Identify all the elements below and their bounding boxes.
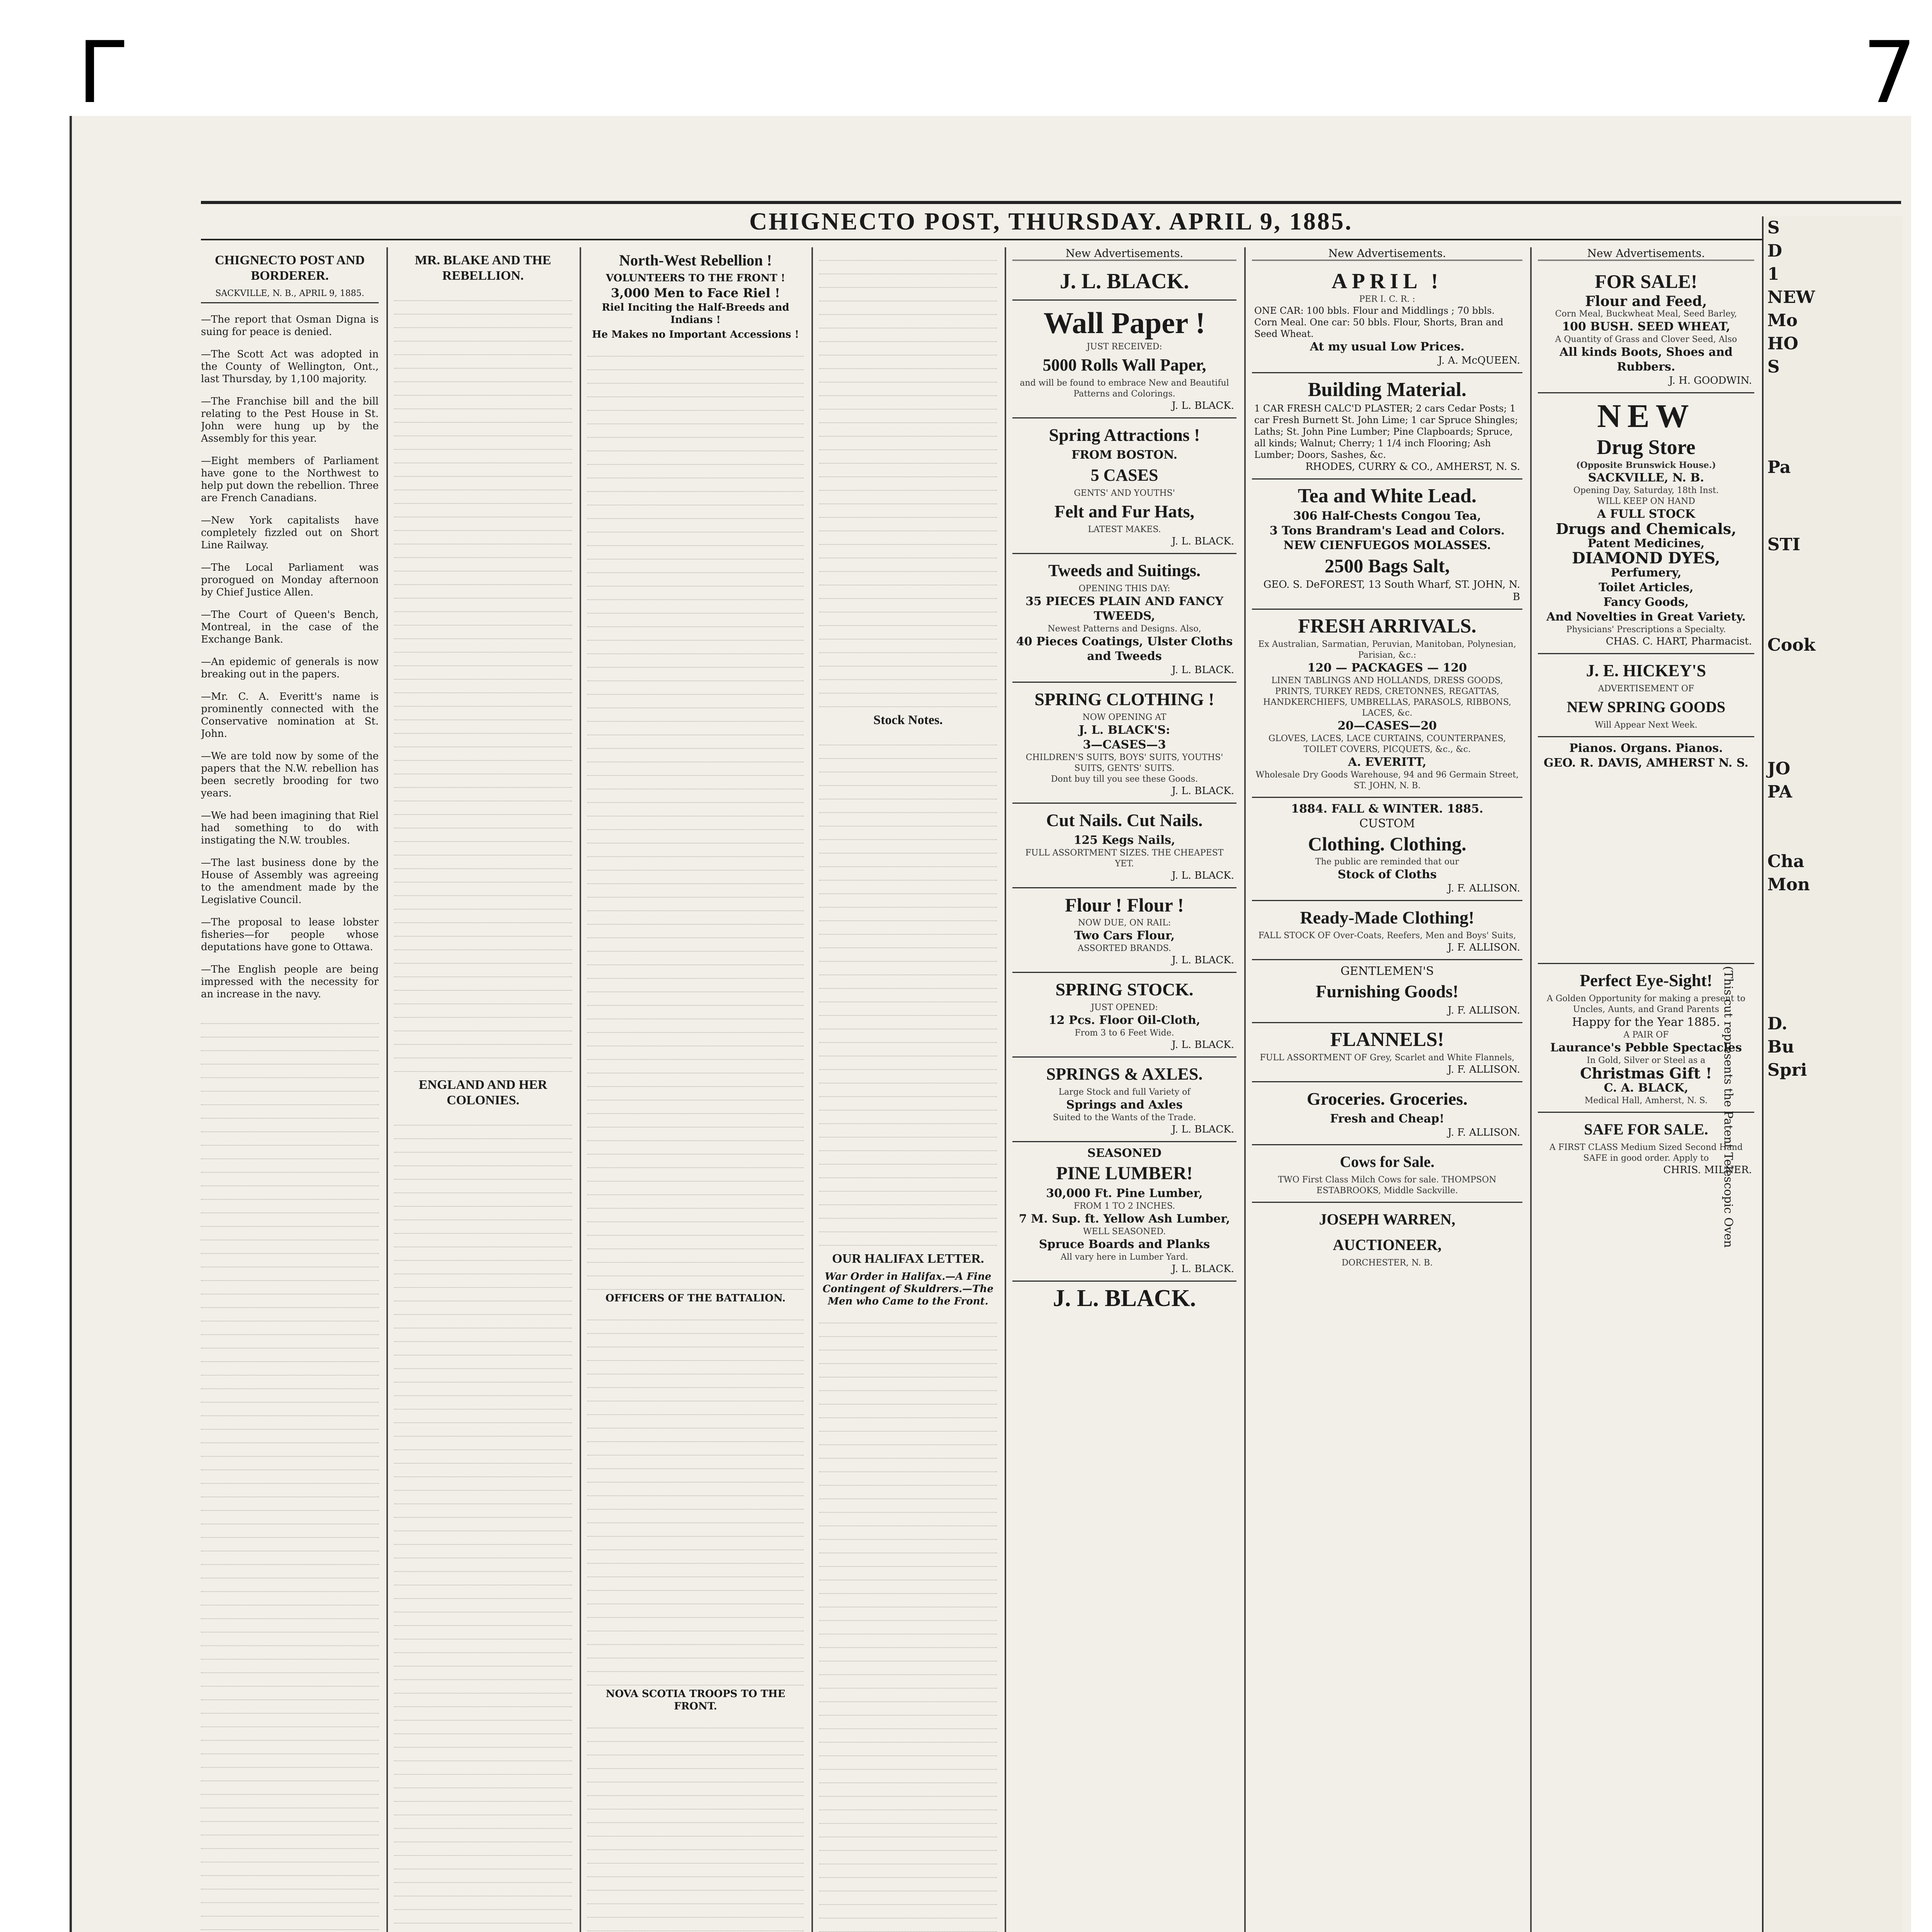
ad-line: GEO. R. DAVIS, AMHERST N. S.	[1544, 756, 1748, 770]
ad-title: JOSEPH WARREN,	[1319, 1211, 1456, 1228]
ad-signature: J. H. GOODWIN.	[1669, 375, 1752, 386]
ad-line: Opening Day, Saturday, 18th Inst.	[1573, 486, 1719, 495]
ad-spring-attractions	[1012, 418, 1236, 554]
news-item: —The Scott Act was adopted in the County of Wellington, Ont., last Thursday, by 1,100 majority.	[201, 349, 379, 385]
article-heading: OUR HALIFAX LETTER.	[832, 1252, 984, 1266]
ad-line: CHILDREN'S SUITS, BOYS' SUITS, YOUTHS' SUITS, GENTS' SUITS.	[1026, 753, 1223, 773]
ad-title: J. L. BLACK.	[1060, 269, 1189, 293]
ad-fresh-arrivals	[1252, 610, 1522, 798]
news-item: —New York capitalists have completely fizzled out on Short Line Railway.	[201, 515, 379, 551]
edge-fragment: Cook	[1767, 635, 1816, 655]
ad-line: A Quantity of Grass and Clover Seed, Also	[1555, 335, 1737, 344]
ad-line: The public are reminded that our	[1315, 857, 1459, 867]
ad-signature: J. F. ALLISON.	[1447, 883, 1520, 894]
ad-line: 5000 Rolls Wall Paper,	[1043, 355, 1206, 374]
edge-fragment: STI	[1767, 535, 1801, 554]
edge-fragment: 1	[1767, 264, 1779, 284]
ad-signature: J. L. BLACK.	[1172, 1039, 1234, 1051]
ad-line: Spruce Boards and Planks	[1039, 1238, 1210, 1251]
adjacent-page-edge	[1762, 216, 1903, 1932]
news-item: —The Franchise bill and the bill relating to the Pest House in St. John were hung up by the Assembly for this year.	[201, 396, 379, 444]
text-filler	[394, 287, 572, 1072]
ad-signature: J. F. ALLISON.	[1447, 1127, 1520, 1138]
dateline: SACKVILLE, N. B., APRIL 9, 1885.	[201, 287, 379, 303]
article-heading: MR. BLAKE AND THE REBELLION.	[415, 253, 551, 283]
news-item: —Mr. C. A. Everitt's name is prominently connected with the Conservative nomination at St. John.	[201, 691, 379, 740]
crop-mark-top-left: Γ	[77, 23, 125, 122]
column-news-1	[201, 247, 379, 1932]
article-subhead: VOLUNTEERS TO THE FRONT !	[605, 272, 786, 284]
ad-line: 40 Pieces Coatings, Ulster Cloths and Tweeds	[1016, 635, 1233, 663]
ad-pianos	[1538, 737, 1754, 964]
ads-header: New Advertisements.	[1538, 247, 1754, 261]
ad-title: Wall Paper !	[1043, 306, 1206, 340]
ad-springs-axles	[1012, 1058, 1236, 1142]
vertical-caption: (This cut represents the Patent Telescopic Oven	[1721, 966, 1735, 1248]
ad-signature: C. A. BLACK,	[1604, 1081, 1689, 1095]
ad-title: FRESH ARRIVALS.	[1298, 615, 1476, 637]
ad-line: FROM 1 TO 2 INCHES.	[1073, 1201, 1175, 1211]
ad-spring-stock	[1012, 973, 1236, 1058]
edge-fragment: Pa	[1767, 457, 1791, 477]
ad-furnishing	[1252, 960, 1522, 1023]
ad-line: Stock of Cloths	[1337, 868, 1437, 881]
ad-line: JUST RECEIVED:	[1087, 342, 1162, 352]
ad-line: LINEN TABLINGS AND HOLLANDS, DRESS GOODS, PRINTS, TURKEY REDS, CRETONNES, REGATTAS, HANDKERCHIEFS, UMBRELLAS, PARASOLS, RIBBONS, LACES, &c.	[1263, 676, 1512, 718]
column-ads-black	[1012, 247, 1236, 1932]
edge-fragment: PA	[1767, 782, 1793, 802]
ad-line: Drugs and Chemicals,	[1556, 520, 1736, 537]
ad-flour	[1012, 888, 1236, 973]
ad-spring-clothing	[1012, 683, 1236, 804]
ad-signature: J. L. BLACK.	[1172, 536, 1234, 547]
ad-title: Groceries. Groceries.	[1307, 1089, 1468, 1109]
edge-fragment: Mo	[1767, 311, 1798, 330]
edge-fragment: NEW	[1767, 287, 1815, 307]
ad-line: Two Cars Flour,	[1074, 929, 1175, 942]
ad-signature: J. F. ALLISON.	[1447, 1005, 1520, 1016]
news-item: —The Court of Queen's Bench, Montreal, in the case of the Exchange Bank.	[201, 609, 379, 645]
column-rule	[1244, 247, 1246, 1932]
article-subhead: NOVA SCOTIA TROOPS TO THE FRONT.	[605, 1688, 786, 1712]
ad-line: Patent Medicines,	[1587, 537, 1705, 550]
masthead: CHIGNECTO POST, THURSDAY. APRIL 9, 1885.	[201, 201, 1901, 240]
ad-cut-nails	[1012, 804, 1236, 888]
edge-fragment: Cha	[1767, 852, 1804, 871]
ad-line: Drug Store	[1597, 435, 1696, 459]
news-item: —An epidemic of generals is now breaking out in the papers.	[201, 656, 379, 680]
column-rule	[811, 247, 813, 1932]
ad-signature: J. L. BLACK.	[1172, 954, 1234, 966]
ad-line: Happy for the Year 1885.	[1572, 1015, 1720, 1029]
ad-title: APRIL !	[1332, 269, 1443, 293]
ad-line: FROM BOSTON.	[1071, 448, 1178, 462]
ad-line: 5 CASES	[1090, 466, 1158, 485]
text-filler	[201, 1010, 379, 1932]
ad-line: FALL STOCK OF Over-Coats, Reefers, Men and Boys' Suits,	[1258, 931, 1516, 940]
text-filler	[819, 1310, 997, 1932]
ad-groceries	[1252, 1082, 1522, 1145]
ad-line: J. L. BLACK'S:	[1078, 723, 1170, 737]
ad-line: 306 Half-Chests Congou Tea,	[1293, 509, 1481, 523]
news-item: —The English people are being impressed with the necessity for an increase in the navy.	[201, 964, 379, 1000]
ad-title: Perfect Eye-Sight!	[1580, 971, 1713, 990]
column-rule	[1005, 247, 1006, 1932]
ad-line: Fresh and Cheap!	[1330, 1112, 1444, 1126]
text-filler	[587, 343, 804, 1290]
ad-line: Large Stock and full Variety of	[1058, 1087, 1190, 1097]
ad-line: OPENING THIS DAY:	[1078, 584, 1170, 594]
ad-signature: J. L. BLACK.	[1172, 785, 1234, 797]
ad-title: SPRING CLOTHING !	[1034, 689, 1214, 709]
ad-line: Perfumery,	[1611, 566, 1682, 580]
ad-signature: J. F. ALLISON.	[1447, 942, 1520, 953]
ad-line: ONE CAR: 100 bbls. Flour and Middlings ; 70 bbls. Corn Meal. One car: 50 bbls. Flour, Shorts, Bran and Seed Wheat.	[1254, 305, 1503, 339]
ad-line: Flour and Feed,	[1585, 293, 1707, 310]
text-filler	[819, 247, 997, 707]
ad-line: 125 Kegs Nails,	[1073, 833, 1175, 847]
article-subhead: War Order in Halifax.—A Fine Contingent of Skuldrers.—The Men who Came to the Front.	[822, 1271, 994, 1307]
ad-line: Springs and Axles	[1066, 1098, 1183, 1112]
article-heading: North-West Rebellion !	[619, 252, 772, 269]
ad-line: 7 M. Sup. ft. Yellow Ash Lumber,	[1019, 1212, 1230, 1226]
ad-line: ASSORTED BRANDS.	[1077, 944, 1171, 953]
ad-line: Toilet Articles,	[1599, 581, 1694, 594]
ad-line: GENTLEMEN'S	[1340, 964, 1434, 978]
ad-line: All kinds Boots, Shoes and Rubbers.	[1560, 345, 1733, 374]
ad-for-sale	[1538, 265, 1754, 393]
ad-line: LATEST MAKES.	[1088, 525, 1161, 534]
ad-line: Newest Patterns and Designs. Also,	[1048, 624, 1201, 634]
column-rule	[386, 247, 388, 1932]
ad-line: WELL SEASONED.	[1083, 1227, 1166, 1236]
ad-signature: CHRIS. MILNER.	[1663, 1164, 1752, 1176]
ad-line: (Opposite Brunswick House.)	[1576, 460, 1716, 470]
ad-line: SACKVILLE, N. B.	[1588, 471, 1704, 485]
edge-fragment: D	[1767, 241, 1782, 261]
ad-line: TWO First Class Milch Cows for sale. THOMPSON ESTABROOKS, Middle Sackville.	[1278, 1175, 1497, 1196]
column-rule	[1530, 247, 1532, 1932]
ad-line: 120 — PACKAGES — 120	[1307, 661, 1467, 675]
paper-title: CHIGNECTO POST AND BORDERER.	[215, 253, 365, 283]
ad-title: J. L. BLACK.	[1053, 1285, 1196, 1311]
ad-line: PER I. C. R. :	[1359, 294, 1415, 304]
ad-line: In Gold, Silver or Steel as a	[1587, 1056, 1706, 1065]
ad-title: Clothing. Clothing.	[1308, 833, 1466, 855]
ad-line: NEW CIENFUEGOS MOLASSES.	[1283, 539, 1491, 552]
ad-signature: J. L. BLACK.	[1172, 400, 1234, 412]
article-subhead: Riel Inciting the Half-Breeds and Indians !	[602, 302, 789, 326]
ad-wall-paper	[1012, 301, 1236, 418]
edge-fragment: JO	[1767, 759, 1791, 779]
ad-line: ADVERTISEMENT OF	[1598, 684, 1694, 694]
ad-line: JUST OPENED:	[1091, 1003, 1158, 1012]
article-heading: ENGLAND AND HER COLONIES.	[418, 1078, 548, 1107]
ad-auctioneer	[1252, 1203, 1522, 1274]
ad-jl-black-footer	[1012, 1282, 1236, 1316]
ad-line: All vary here in Lumber Yard.	[1060, 1252, 1189, 1262]
ad-line: Medical Hall, Amherst, N. S.	[1584, 1096, 1708, 1105]
ad-building-material	[1252, 373, 1522, 480]
column-news-3	[587, 247, 804, 1932]
text-filler	[587, 1715, 804, 1932]
news-item: —The report that Osman Digna is suing for peace is denied.	[201, 314, 379, 338]
crop-mark-top-right: 7	[1862, 23, 1917, 122]
ad-line: Christmas Gift !	[1580, 1065, 1712, 1082]
ad-ready-made	[1252, 901, 1522, 960]
ad-title: SAFE FOR SALE.	[1584, 1121, 1708, 1138]
ad-signature: CHAS. C. HART, Pharmacist.	[1605, 636, 1752, 647]
news-item: —The proposal to lease lobster fisheries—for people whose deputations have gone to Ottawa.	[201, 917, 379, 953]
ad-line: 35 PIECES PLAIN AND FANCY TWEEDS,	[1025, 595, 1224, 623]
ad-line: GLOVES, LACES, LACE CURTAINS, COUNTERPANES, TOILET COVERS, PICQUETS, &c., &c.	[1268, 734, 1506, 754]
ad-title: Cut Nails. Cut Nails.	[1046, 810, 1203, 830]
ad-title: Spring Attractions !	[1049, 425, 1200, 445]
ad-signature: J. A. McQUEEN.	[1438, 355, 1520, 366]
ad-title: Tea and White Lead.	[1298, 485, 1477, 507]
ad-line: DIAMOND DYES,	[1572, 549, 1720, 567]
edge-fragment: D.	[1767, 1014, 1787, 1034]
ad-signature: J. F. ALLISON.	[1447, 1064, 1520, 1075]
ad-line: Fancy Goods,	[1603, 595, 1689, 609]
ad-line: Physicians' Prescriptions a Specialty.	[1566, 625, 1726, 634]
ad-title: J. E. HICKEY'S	[1586, 661, 1706, 680]
news-item: —We had been imagining that Riel had something to do with instigating the N.W. troubles.	[201, 810, 379, 846]
column-news-4	[819, 247, 997, 1932]
ad-signature: GEO. S. DeFOREST, 13 South Wharf, ST. JOHN, N. B	[1263, 579, 1520, 603]
ad-signature: A. EVERITT,	[1348, 755, 1427, 769]
ad-line: Wholesale Dry Goods Warehouse, 94 and 96 Germain Street, ST. JOHN, N. B.	[1255, 770, 1519, 791]
ad-line: 2500 Bags Salt,	[1325, 555, 1450, 577]
ad-line: 3 Tons Brandram's Lead and Colors.	[1269, 524, 1505, 537]
ad-hickey	[1538, 654, 1754, 737]
ad-line: Laurance's Pebble Spectacles	[1550, 1041, 1742, 1054]
ad-title: PINE LUMBER!	[1056, 1163, 1193, 1184]
ad-line: NOW DUE, ON RAIL:	[1078, 918, 1171, 928]
ad-pine-lumber	[1012, 1142, 1236, 1282]
ad-title: NEW	[1597, 397, 1695, 434]
edge-fragment: S	[1767, 218, 1780, 238]
ad-title: Tweeds and Suitings.	[1048, 561, 1201, 580]
ads-header: New Advertisements.	[1012, 247, 1236, 261]
ad-line: 3—CASES—3	[1083, 738, 1166, 752]
ad-line: WILL KEEP ON HAND	[1597, 497, 1696, 506]
edge-fragment: HO	[1767, 334, 1798, 354]
ad-line: Will Appear Next Week.	[1595, 720, 1697, 730]
ad-signature: J. L. BLACK.	[1172, 870, 1234, 881]
ad-line: SEASONED	[1087, 1146, 1162, 1160]
ad-line: And Novelties in Great Variety.	[1546, 610, 1746, 624]
text-filler	[394, 1112, 572, 1932]
ad-line: Corn Meal, Buckwheat Meal, Seed Barley,	[1555, 309, 1737, 319]
ad-line: Pianos. Organs. Pianos.	[1569, 742, 1723, 755]
article-subhead: OFFICERS OF THE BATTALION.	[605, 1293, 786, 1304]
ad-drug-store	[1538, 393, 1754, 654]
ad-line: FULL ASSORTMENT SIZES. THE CHEAPEST YET.	[1025, 848, 1224, 869]
ad-line: 1 CAR FRESH CALC'D PLASTER; 2 cars Cedar Posts; 1 car Fresh Burnett St. John Lime; 1 car Spruce Shingles; Laths; St. John Pine Lumber; Pine Clapboards; Spruce, all kinds; Walnut; Cherry; 1 1/4 inch Flooring; Ash Lumber; Doors, Sashes, &c.	[1254, 403, 1518, 460]
ads-header: New Advertisements.	[1252, 247, 1522, 261]
ad-line: From 3 to 6 Feet Wide.	[1075, 1028, 1174, 1038]
ad-title: SPRING STOCK.	[1055, 980, 1194, 999]
ad-signature: J. L. BLACK.	[1172, 1263, 1234, 1275]
ad-line: 1884. FALL & WINTER. 1885.	[1291, 802, 1483, 816]
ad-line: At my usual Low Prices.	[1310, 340, 1465, 354]
ad-tweeds	[1012, 554, 1236, 683]
ad-line: 30,000 Ft. Pine Lumber,	[1046, 1187, 1203, 1200]
article-subhead: 3,000 Men to Face Riel !	[611, 286, 780, 300]
ad-line: 12 Pcs. Floor Oil-Cloth,	[1048, 1014, 1201, 1027]
ad-signature: RHODES, CURRY & CO., AMHERST, N. S.	[1305, 461, 1520, 473]
ad-line: DORCHESTER, N. B.	[1342, 1258, 1433, 1268]
article-subhead: He Makes no Important Accessions !	[592, 329, 799, 340]
ad-title: Furnishing Goods!	[1316, 981, 1459, 1001]
ad-april	[1252, 265, 1522, 373]
ad-line: A Golden Opportunity for making a present to Uncles, Aunts, and Grand Parents	[1546, 994, 1746, 1014]
ad-title: Ready-Made Clothing!	[1300, 908, 1475, 927]
ad-jl-black	[1012, 265, 1236, 301]
ad-title: Cows for Sale.	[1340, 1153, 1435, 1170]
ad-flannels	[1252, 1023, 1522, 1082]
ad-title: Building Material.	[1308, 379, 1467, 401]
news-item: —We are told now by some of the papers that the N.W. rebellion has been secretly brooding for two years.	[201, 750, 379, 799]
column-news-2	[394, 247, 572, 1932]
ad-line: 20—CASES—20	[1337, 719, 1437, 733]
news-item: —The last business done by the House of Assembly was agreeing to the amendment made by the Legislative Council.	[201, 857, 379, 906]
text-filler	[587, 1307, 804, 1685]
ad-line: 100 BUSH. SEED WHEAT,	[1562, 320, 1730, 333]
ad-title: Flour ! Flour !	[1065, 894, 1184, 916]
column-rule	[580, 247, 581, 1932]
edge-fragment: S	[1767, 357, 1780, 377]
ad-cows	[1252, 1145, 1522, 1203]
column-ads-middle	[1252, 247, 1522, 1932]
ad-title: FLANNELS!	[1330, 1029, 1444, 1051]
ad-line: AUCTIONEER,	[1333, 1236, 1442, 1253]
ad-line: A FIRST CLASS Medium Sized Second Hand SAFE in good order. Apply to	[1549, 1143, 1743, 1163]
ad-line: FULL ASSORTMENT OF Grey, Scarlet and White Flannels,	[1260, 1053, 1515, 1063]
edge-fragment: Mon	[1767, 875, 1810, 895]
edge-fragment: Bu	[1767, 1037, 1794, 1057]
news-item: —Eight members of Parliament have gone to the Northwest to help put down the rebellion. Three are French Canadians.	[201, 455, 379, 504]
ad-line: A PAIR OF	[1623, 1030, 1669, 1040]
ad-line: Felt and Fur Hats,	[1054, 502, 1195, 521]
news-item: —The Local Parliament was prorogued on Monday afternoon by Chief Justice Allen.	[201, 562, 379, 598]
ad-line: and will be found to embrace New and Beautiful Patterns and Colorings.	[1020, 378, 1229, 399]
ad-line: Suited to the Wants of the Trade.	[1053, 1113, 1196, 1122]
ad-line: Ex Australian, Sarmatian, Peruvian, Manitoban, Polynesian, Parisian, &c.:	[1258, 639, 1516, 660]
ad-custom-clothing	[1252, 798, 1522, 901]
text-filler	[819, 732, 997, 1246]
ad-line: Dont buy till you see these Goods.	[1051, 774, 1198, 784]
ad-line: GENTS' AND YOUTHS'	[1074, 488, 1175, 498]
ad-line: NOW OPENING AT	[1082, 713, 1167, 722]
ad-signature: J. L. BLACK.	[1172, 1124, 1234, 1135]
ad-line: CUSTOM	[1359, 817, 1415, 830]
edge-fragment: Spri	[1767, 1060, 1807, 1080]
ad-line: NEW SPRING GOODS	[1566, 698, 1726, 716]
article-heading: Stock Notes.	[873, 713, 943, 727]
ad-line: A FULL STOCK	[1597, 507, 1695, 521]
ad-tea-white-lead	[1252, 480, 1522, 610]
ad-title: SPRINGS & AXLES.	[1046, 1065, 1203, 1083]
ad-title: FOR SALE!	[1595, 270, 1697, 292]
ad-signature: J. L. BLACK.	[1172, 664, 1234, 676]
